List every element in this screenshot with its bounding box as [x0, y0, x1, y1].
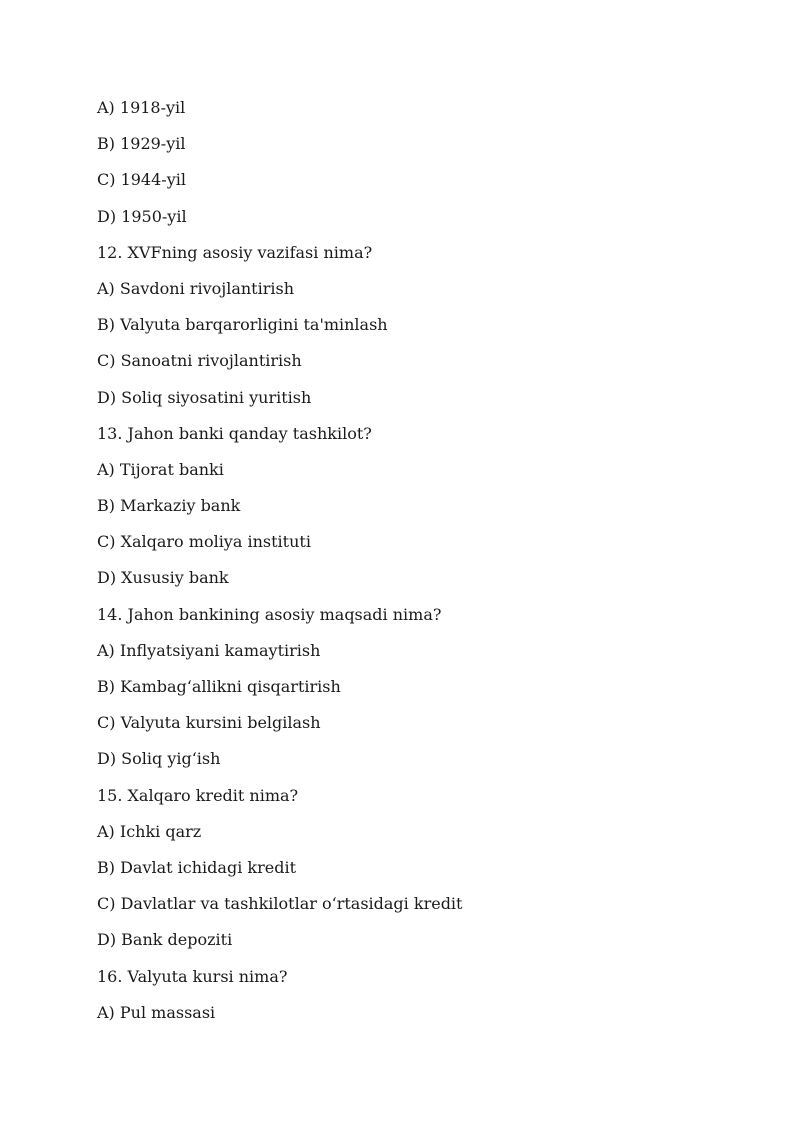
answer-option: B) Valyuta barqarorligini ta'minlash: [97, 315, 388, 335]
answer-option: B) Markaziy bank: [97, 496, 241, 516]
answer-option: B) Davlat ichidagi kredit: [97, 857, 296, 877]
answer-option: C) Xalqaro moliya instituti: [97, 532, 311, 552]
answer-option: A) 1918-yil: [97, 98, 186, 117]
question-14: 14. Jahon bankining asosiy maqsadi nima?: [97, 604, 442, 624]
question-12: 12. XVFning asosiy vazifasi nima?: [97, 242, 373, 262]
question-13: 13. Jahon banki qanday tashkilot?: [97, 423, 372, 443]
answer-option: B) Kambag‘allikni qisqartirish: [97, 677, 341, 696]
answer-option: D) Bank depoziti: [97, 930, 233, 950]
answer-option: A) Savdoni rivojlantirish: [97, 278, 294, 298]
answer-option: D) 1950-yil: [97, 206, 187, 226]
answer-option: C) 1944-yil: [97, 170, 186, 190]
question-15: 15. Xalqaro kredit nima?: [97, 785, 299, 805]
answer-option: A) Pul massasi: [97, 1002, 216, 1022]
answer-option: D) Xususiy bank: [97, 568, 229, 588]
question-16: 16. Valyuta kursi nima?: [97, 966, 288, 986]
answer-option: A) Inflyatsiyani kamaytirish: [97, 640, 321, 660]
answer-option: D) Soliq yig‘ish: [97, 749, 221, 769]
answer-option: C) Davlatlar va tashkilotlar o‘rtasidagi kredit: [97, 894, 463, 914]
answer-option: D) Soliq siyosatini yuritish: [97, 387, 312, 407]
document-page: [97, 97, 757, 1038]
answer-option: A) Ichki qarz: [97, 821, 202, 841]
answer-option: C) Sanoatni rivojlantirish: [97, 351, 302, 371]
answer-option: A) Tijorat banki: [97, 459, 224, 479]
answer-option: B) 1929-yil: [97, 134, 186, 154]
answer-option: C) Valyuta kursini belgilash: [97, 713, 321, 733]
